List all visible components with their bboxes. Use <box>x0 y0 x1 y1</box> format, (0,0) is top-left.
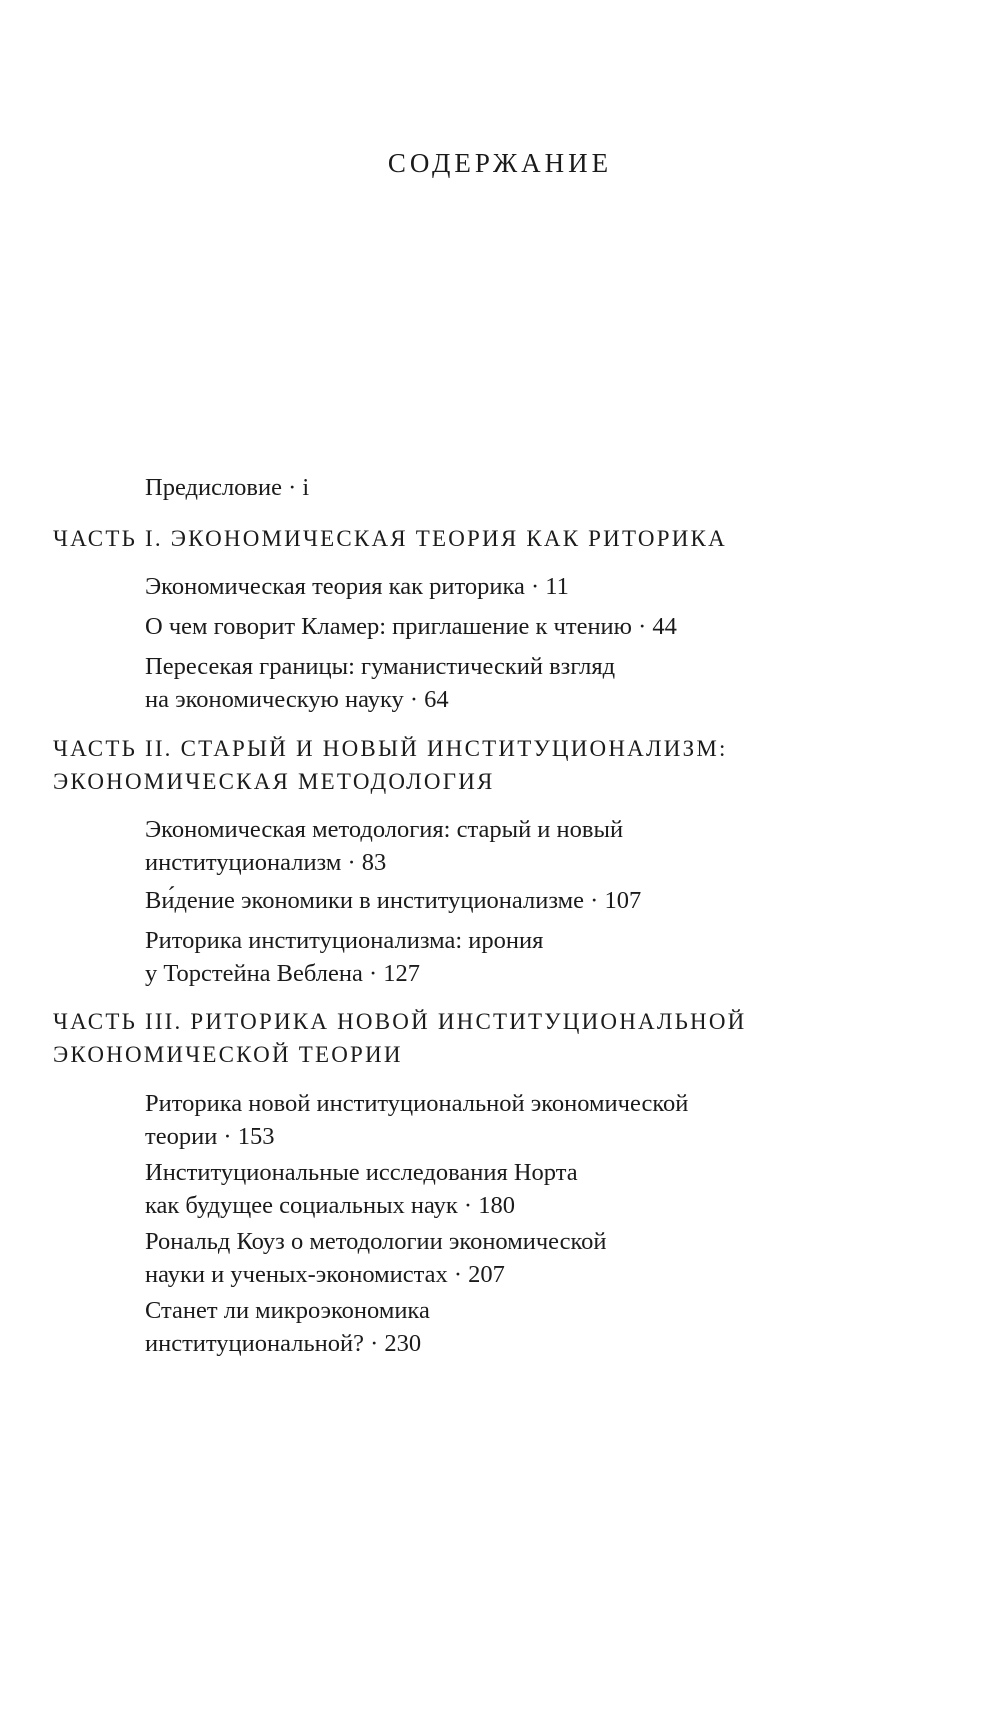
toc-entry <box>145 884 641 917</box>
toc-entry-line: Риторика новой институциональной экономической <box>145 1090 689 1117</box>
toc-entry <box>145 1294 430 1360</box>
toc-entry-line: институциональной? · 230 <box>145 1330 422 1357</box>
toc-entry-line: Рональд Коуз о методологии экономической <box>145 1228 607 1255</box>
toc-part-1-heading <box>53 522 727 555</box>
toc-entry <box>145 570 569 603</box>
toc-entry-line: теории · 153 <box>145 1123 275 1150</box>
toc-entry <box>145 813 623 879</box>
toc-entry-line: Экономическая теория как риторика · 11 <box>145 573 569 600</box>
toc-part-2-heading <box>53 732 728 798</box>
toc-entry-line: Экономическая методология: старый и новый <box>145 816 624 843</box>
toc-entry-line: науки и ученых-экономистах · 207 <box>145 1261 505 1288</box>
toc-entry-line: на экономическую науку · 64 <box>145 686 449 713</box>
toc-entry <box>145 1156 578 1222</box>
toc-entry-line: Предисловие · i <box>145 474 310 501</box>
toc-entry-line: Пересекая границы: гуманистический взгляд <box>145 653 616 680</box>
toc-part-3-heading <box>53 1005 746 1071</box>
toc-part-heading-line: ЭКОНОМИЧЕСКАЯ МЕТОДОЛОГИЯ <box>53 769 495 794</box>
toc-entry <box>145 1225 607 1291</box>
toc-entry-line: О чем говорит Кламер: приглашение к чтению · 44 <box>145 613 677 640</box>
toc-part-heading-line: ЧАСТЬ III. РИТОРИКА НОВОЙ ИНСТИТУЦИОНАЛЬНОЙ <box>53 1009 747 1034</box>
toc-part-heading-line: ЧАСТЬ I. ЭКОНОМИЧЕСКАЯ ТЕОРИЯ КАК РИТОРИКА <box>53 526 727 551</box>
toc-part-heading-line: ЧАСТЬ II. СТАРЫЙ И НОВЫЙ ИНСТИТУЦИОНАЛИЗМ: <box>53 736 728 761</box>
toc-entry-line: Институциональные исследования Норта <box>145 1159 578 1186</box>
toc-entry-line: Ви́дение экономики в институционализме · 107 <box>145 887 642 914</box>
toc-entry-line: как будущее социальных наук · 180 <box>145 1192 515 1219</box>
toc-entry-line: институционализм · 83 <box>145 849 387 876</box>
toc-entry-line: Станет ли микроэкономика <box>145 1297 430 1324</box>
toc-entry <box>145 610 677 643</box>
toc-entry <box>145 650 615 716</box>
toc-entry-line: Риторика институционализма: ирония <box>145 927 544 954</box>
toc-entry-line: у Торстейна Веблена · 127 <box>145 960 420 987</box>
toc-part-heading-line: ЭКОНОМИЧЕСКОЙ ТЕОРИИ <box>53 1042 403 1067</box>
toc-entry-preface <box>145 471 309 504</box>
toc-entry <box>145 1087 688 1153</box>
toc-entry <box>145 924 543 990</box>
page-title: СОДЕРЖАНИЕ <box>387 148 613 178</box>
